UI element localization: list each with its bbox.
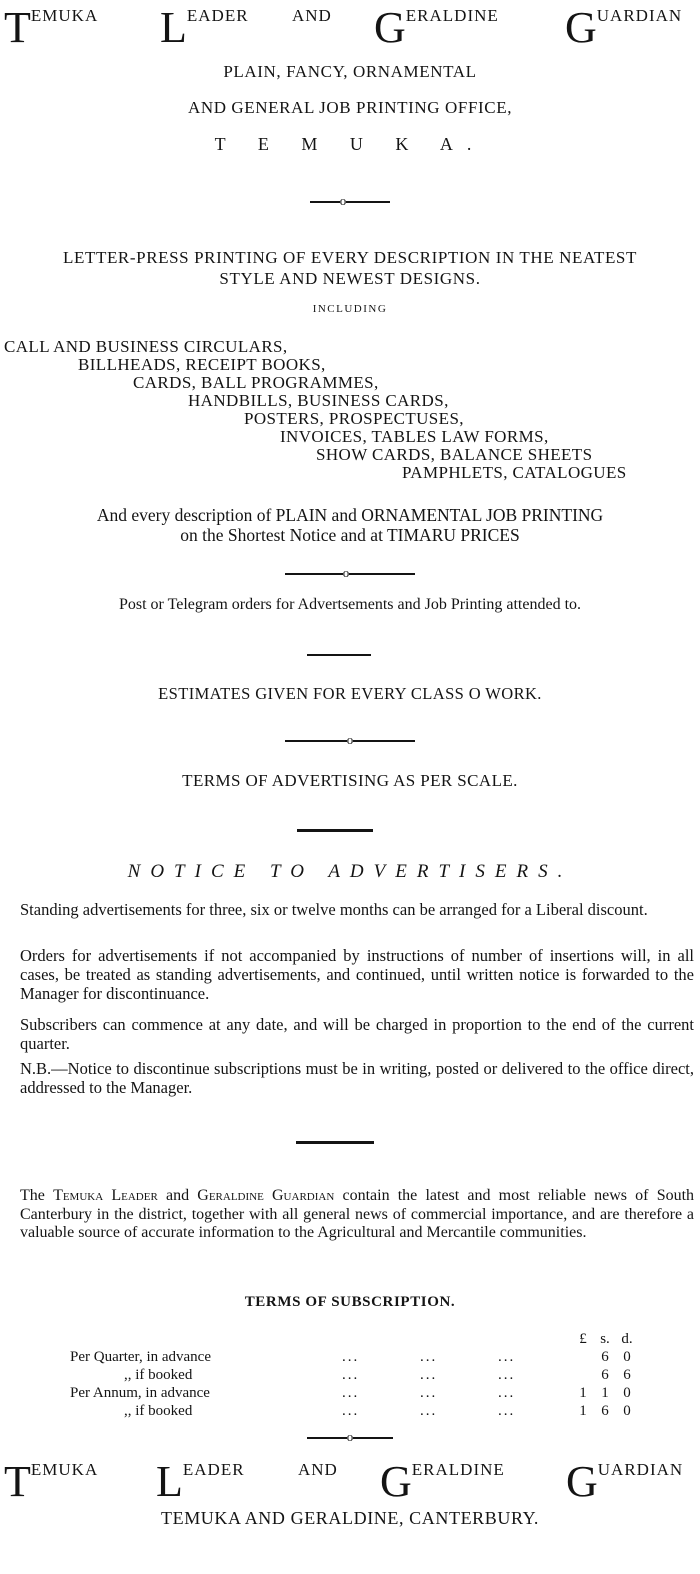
list-item: POSTERS, PROSPECTUSES, xyxy=(244,409,464,428)
pounds-header: £ xyxy=(579,1331,587,1347)
masthead-top xyxy=(0,3,700,54)
rule-divider xyxy=(296,1141,374,1144)
masthead-bottom xyxy=(0,1457,700,1508)
letterpress-line-2: STYLE AND NEWEST DESIGNS. xyxy=(219,269,481,288)
ornament-divider: o xyxy=(0,1430,700,1444)
table-header-row xyxy=(60,1330,638,1348)
table-row: ,, if booked ... ... ... 1 6 0 xyxy=(124,1403,631,1419)
masthead-word-guardian: GUARDIAN xyxy=(565,3,683,52)
estimates-line: ESTIMATES GIVEN FOR EVERY CLASS O WORK. xyxy=(158,684,542,703)
ornament-divider: o xyxy=(0,194,700,208)
masthead-word-temuka: TEMUKA xyxy=(4,3,99,52)
rule-divider xyxy=(307,654,371,656)
place-line: TEMUKA AND GERALDINE, CANTERBURY. xyxy=(161,1508,539,1528)
shillings-header: s. xyxy=(600,1331,610,1347)
list-item: INVOICES, TABLES LAW FORMS, xyxy=(280,427,549,446)
notice-paragraph-2: Orders for advertisements if not accompanied by instructions of number of insertions will, in all cases, be treated as standing advertisements, and continued, until written notice is forwarded to the Manager for discontinuance. xyxy=(20,946,694,1003)
list-item: SHOW CARDS, BALANCE SHEETS xyxy=(316,445,593,464)
masthead-word-temuka: TEMUKA xyxy=(4,1457,99,1506)
rule-divider xyxy=(297,829,373,832)
list-item: CALL AND BUSINESS CIRCULARS, xyxy=(4,337,288,356)
list-item: CARDS, BALL PROGRAMMES, xyxy=(133,373,379,392)
subscription-table xyxy=(60,1330,638,1420)
list-item: PAMPHLETS, CATALOGUES xyxy=(402,463,627,482)
masthead-word-and: AND xyxy=(298,1460,338,1479)
pence-header: d. xyxy=(621,1331,633,1347)
letterpress-line-1: LETTER-PRESS PRINTING OF EVERY DESCRIPTION IN THE NEATEST xyxy=(63,248,637,267)
ornament-divider: o xyxy=(0,733,700,747)
ornament-divider: o xyxy=(0,566,700,580)
header-line-plain-fancy: PLAIN, FANCY, ORNAMENTAL xyxy=(223,62,477,81)
notice-title: NOTICE TO ADVERTISERS. xyxy=(127,861,573,882)
table-row: Per Quarter, in advance ... ... ... 6 0 xyxy=(70,1349,631,1365)
masthead-word-leader: LEADER xyxy=(156,1457,245,1506)
header-line-job-printing: AND GENERAL JOB PRINTING OFFICE, xyxy=(187,98,513,117)
notice-paragraph-4: N.B.—Notice to discontinue subscriptions must be in writing, posted or delivered to the office direct, addressed to the Manager. xyxy=(20,1059,694,1097)
every-description-line-2: on the Shortest Notice and at TIMARU PRICES xyxy=(180,525,520,545)
table-row: Per Annum, in advance ... ... ... 1 1 0 xyxy=(70,1385,631,1401)
post-orders-line: Post or Telegram orders for Advertsements and Job Printing attended to. xyxy=(118,596,582,613)
header-line-temuka: T E M U K A. xyxy=(214,134,486,154)
including-label: INCLUDING xyxy=(312,303,388,315)
list-item: BILLHEADS, RECEIPT BOOKS, xyxy=(78,355,326,374)
subscription-title: TERMS OF SUBSCRIPTION. xyxy=(244,1294,456,1310)
notice-paragraph-1: Standing advertisements for three, six or twelve months can be arranged for a Liberal discount. xyxy=(20,900,648,919)
list-item: HANDBILLS, BUSINESS CARDS, xyxy=(188,391,449,410)
masthead-word-geraldine: GERALDINE xyxy=(380,1457,505,1506)
terms-advertising-line: TERMS OF ADVERTISING AS PER SCALE. xyxy=(182,771,518,790)
masthead-word-geraldine: GERALDINE xyxy=(374,3,499,52)
notice-paragraph-3: Subscribers can commence at any date, and will be charged in proportion to the end of the current quarter. xyxy=(20,1015,694,1053)
table-row: ,, if booked ... ... ... 6 6 xyxy=(124,1367,631,1383)
masthead-word-guardian: GUARDIAN xyxy=(566,1457,684,1506)
about-paragraph: The Temuka Leader and Geraldine Guardian contain the latest and most reliable news of South Canterbury in the district, together with all general news of commercial importance, and are therefore a valuable source of accurate information to the Agricultural and Mercantile communities. xyxy=(20,1187,695,1241)
masthead-word-and: AND xyxy=(292,6,332,25)
every-description-line-1: And every description of PLAIN and ORNAMENTAL JOB PRINTING xyxy=(96,505,604,525)
masthead-word-leader: LEADER xyxy=(160,3,249,52)
